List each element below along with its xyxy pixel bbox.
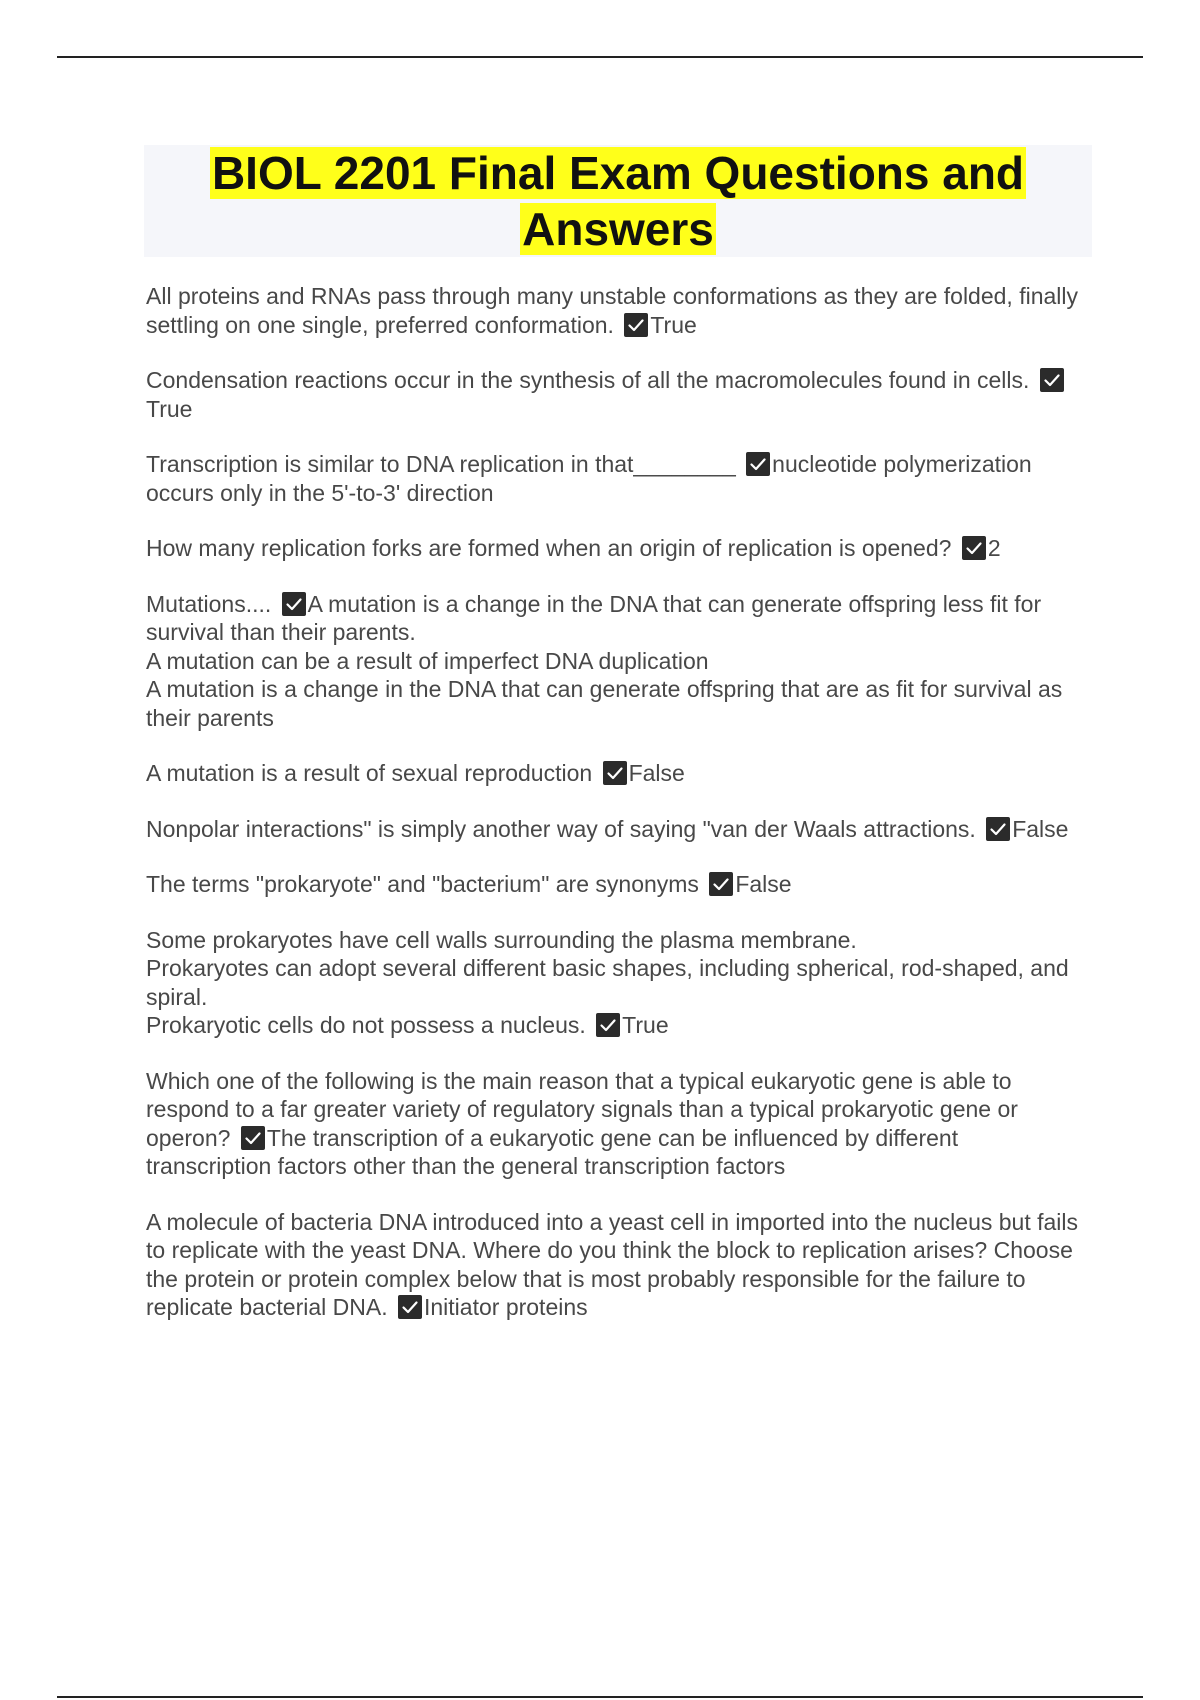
- question-text: A mutation is a result of sexual reproduction: [146, 760, 593, 786]
- check-icon: [241, 1126, 265, 1150]
- qa-item: [146, 870, 1086, 899]
- answer-text: False: [1012, 815, 1069, 842]
- question-text: The terms "prokaryote" and "bacterium" are synonyms: [146, 871, 699, 897]
- answer-text: nucleotide polymerization occurs only in the 5'-to-3' direction: [146, 451, 1032, 506]
- qa-item: [146, 282, 1086, 339]
- question-text: Condensation reactions occur in the synthesis of all the macromolecules found in cells.: [146, 367, 1030, 393]
- qa-list: [146, 282, 1086, 1349]
- answer-text: True: [622, 1012, 669, 1038]
- qa-item: [146, 366, 1086, 423]
- qa-item: [146, 759, 1086, 788]
- qa-item: [146, 534, 1086, 563]
- top-rule: [57, 56, 1143, 58]
- qa-item: [146, 450, 1086, 507]
- qa-item: [146, 1067, 1086, 1181]
- question-text: Transcription is similar to DNA replication in that________: [146, 451, 736, 477]
- question-text: How many replication forks are formed when an origin of replication is opened?: [146, 535, 952, 561]
- title-band: [144, 145, 1092, 257]
- check-icon: [282, 592, 306, 616]
- answer-text: True: [650, 311, 697, 338]
- question-text: Prokaryotic cells do not possess a nucleus.: [146, 1012, 586, 1038]
- check-icon: [986, 817, 1010, 841]
- title-highlight: BIOL 2201 Final Exam Questions and Answers: [211, 147, 1025, 255]
- answer-text: 2: [987, 535, 1001, 561]
- answer-text: The transcription of a eukaryotic gene can be influenced by different transcription factors other than the general transcription factors: [146, 1124, 959, 1179]
- check-icon: [603, 761, 627, 785]
- qa-item: [146, 1208, 1086, 1322]
- answer-text: A mutation is a change in the DNA that can generate offspring that are as fit for survival as their parents: [146, 676, 1063, 731]
- question-text: Nonpolar interactions" is simply another way of saying "van der Waals attractions.: [146, 815, 976, 842]
- question-text: Some prokaryotes have cell walls surrounding the plasma membrane.: [146, 926, 857, 953]
- check-icon: [1040, 368, 1064, 392]
- check-icon: [624, 313, 648, 337]
- answer-text: A mutation can be a result of imperfect DNA duplication: [146, 647, 709, 674]
- qa-item: [146, 815, 1086, 844]
- page-title: [178, 145, 1058, 257]
- qa-item: [146, 926, 1086, 1040]
- check-icon: [962, 536, 986, 560]
- check-icon: [596, 1013, 620, 1037]
- answer-text: False: [628, 760, 685, 786]
- answer-text: True: [146, 395, 193, 422]
- bottom-rule: [57, 1696, 1143, 1698]
- question-text: Mutations....: [146, 590, 272, 617]
- check-icon: [709, 872, 733, 896]
- answer-text: False: [735, 871, 792, 897]
- qa-item: [146, 590, 1086, 733]
- question-text: All proteins and RNAs pass through many unstable conformations as they are folded, finally settling on one single, preferred conformation.: [146, 283, 1079, 338]
- question-text: Which one of the following is the main reason that a typical eukaryotic gene is able to respond to a far greater variety of regulatory signals than a typical prokaryotic gene or operon?: [146, 1067, 1018, 1151]
- answer-text: A mutation is a change in the DNA that can generate offspring less fit for survival than their parents.: [146, 590, 1042, 645]
- answer-text: Initiator proteins: [424, 1294, 588, 1320]
- question-text: Prokaryotes can adopt several different basic shapes, including spherical, rod-shaped, and spiral.: [146, 955, 1069, 1010]
- check-icon: [398, 1295, 422, 1319]
- check-icon: [746, 452, 770, 476]
- question-text: A molecule of bacteria DNA introduced into a yeast cell in imported into the nucleus but fails to replicate with the yeast DNA. Where do you think the block to replication arises? Choose the protein or protein complex below that is most probably responsible for the failure to replicate bacterial DNA.: [146, 1208, 1079, 1320]
